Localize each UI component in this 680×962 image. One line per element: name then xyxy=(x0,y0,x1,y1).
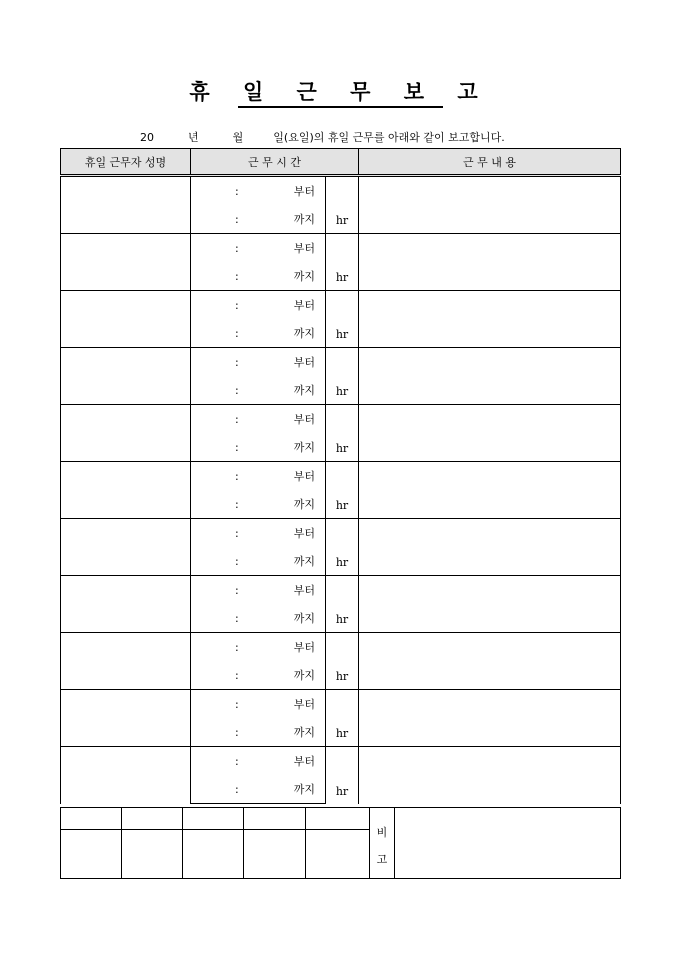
hours-cell[interactable]: hr xyxy=(326,462,359,519)
to-label: 까지 xyxy=(286,775,326,804)
table-row xyxy=(61,576,621,605)
footer-cell[interactable] xyxy=(61,808,122,830)
start-time-colon: : xyxy=(191,576,286,605)
from-label: 부터 xyxy=(286,690,326,719)
year-label: 년 xyxy=(188,131,199,144)
table-row xyxy=(61,405,621,434)
footer-cell[interactable] xyxy=(122,830,183,879)
worker-name-cell[interactable] xyxy=(61,633,191,690)
work-content-cell[interactable] xyxy=(359,519,621,576)
hours-cell[interactable]: hr xyxy=(326,747,359,804)
footer-cell[interactable] xyxy=(183,808,244,830)
work-content-cell[interactable] xyxy=(359,462,621,519)
end-time-colon: : xyxy=(191,376,286,405)
start-time-colon: : xyxy=(191,348,286,377)
footer-cell[interactable] xyxy=(306,830,370,879)
document-title: 휴 일 근 무 보 고 xyxy=(189,79,491,104)
to-label: 까지 xyxy=(286,433,326,462)
end-time-colon: : xyxy=(191,433,286,462)
from-label: 부터 xyxy=(286,176,326,206)
end-time-colon: : xyxy=(191,205,286,234)
footer-cell[interactable] xyxy=(61,830,122,879)
table-row xyxy=(61,291,621,320)
hours-cell[interactable]: hr xyxy=(326,234,359,291)
worker-name-cell[interactable] xyxy=(61,176,191,234)
statement-text: 일(요일)의 휴일 근무를 아래와 같이 보고합니다. xyxy=(273,131,505,144)
end-time-colon: : xyxy=(191,262,286,291)
from-label: 부터 xyxy=(286,519,326,548)
end-time-colon: : xyxy=(191,775,286,804)
footer-cell[interactable] xyxy=(244,830,306,879)
start-time-colon: : xyxy=(191,405,286,434)
table-row xyxy=(61,462,621,491)
end-time-colon: : xyxy=(191,319,286,348)
work-content-cell[interactable] xyxy=(359,234,621,291)
to-label: 까지 xyxy=(286,490,326,519)
start-time-colon: : xyxy=(191,291,286,320)
table-row xyxy=(61,519,621,548)
from-label: 부터 xyxy=(286,405,326,434)
table-header-row xyxy=(61,149,621,176)
hours-cell[interactable]: hr xyxy=(326,405,359,462)
to-label: 까지 xyxy=(286,718,326,747)
worker-name-cell[interactable] xyxy=(61,576,191,633)
start-time-colon: : xyxy=(191,633,286,662)
from-label: 부터 xyxy=(286,633,326,662)
footer-cell[interactable] xyxy=(306,808,370,830)
start-time-colon: : xyxy=(191,462,286,491)
to-label: 까지 xyxy=(286,262,326,291)
work-content-cell[interactable] xyxy=(359,576,621,633)
month-label: 월 xyxy=(232,131,244,144)
header-work-time: 근 무 시 간 xyxy=(191,149,359,176)
work-content-cell[interactable] xyxy=(359,747,621,804)
worker-name-cell[interactable] xyxy=(61,348,191,405)
table-row xyxy=(61,747,621,776)
work-content-cell[interactable] xyxy=(359,690,621,747)
end-time-colon: : xyxy=(191,490,286,519)
from-label: 부터 xyxy=(286,348,326,377)
title-underline xyxy=(238,106,443,108)
start-time-colon: : xyxy=(191,519,286,548)
to-label: 까지 xyxy=(286,604,326,633)
footer-cell[interactable] xyxy=(183,830,244,879)
to-label: 까지 xyxy=(286,205,326,234)
hours-cell[interactable]: hr xyxy=(326,176,359,234)
end-time-colon: : xyxy=(191,661,286,690)
end-time-colon: : xyxy=(191,718,286,747)
from-label: 부터 xyxy=(286,747,326,776)
to-label: 까지 xyxy=(286,661,326,690)
worker-name-cell[interactable] xyxy=(61,747,191,804)
table-row xyxy=(61,690,621,719)
header-work-content: 근 무 내 용 xyxy=(359,149,621,176)
report-statement xyxy=(140,129,505,145)
start-time-colon: : xyxy=(191,176,286,206)
work-content-cell[interactable] xyxy=(359,291,621,348)
footer-table xyxy=(60,807,621,879)
worker-name-cell[interactable] xyxy=(61,405,191,462)
header-worker-name: 휴일 근무자 성명 xyxy=(61,149,191,176)
start-time-colon: : xyxy=(191,690,286,719)
footer-cell[interactable] xyxy=(122,808,183,830)
overtime-table xyxy=(60,148,621,804)
worker-name-cell[interactable] xyxy=(61,519,191,576)
to-label: 까지 xyxy=(286,547,326,576)
footer-cell[interactable] xyxy=(244,808,306,830)
from-label: 부터 xyxy=(286,234,326,263)
table-row xyxy=(61,348,621,377)
work-content-cell[interactable] xyxy=(359,405,621,462)
from-label: 부터 xyxy=(286,291,326,320)
from-label: 부터 xyxy=(286,462,326,491)
work-content-cell[interactable] xyxy=(359,633,621,690)
worker-name-cell[interactable] xyxy=(61,690,191,747)
table-row xyxy=(61,633,621,662)
footer-row xyxy=(61,808,621,830)
year-prefix: 20 xyxy=(140,131,154,144)
hours-cell[interactable]: hr xyxy=(326,690,359,747)
to-label: 까지 xyxy=(286,319,326,348)
start-time-colon: : xyxy=(191,747,286,776)
work-content-cell[interactable] xyxy=(359,176,621,234)
table-row xyxy=(61,176,621,206)
to-label: 까지 xyxy=(286,376,326,405)
hours-cell[interactable]: hr xyxy=(326,348,359,405)
remarks-field[interactable] xyxy=(395,808,621,879)
from-label: 부터 xyxy=(286,576,326,605)
worker-name-cell[interactable] xyxy=(61,291,191,348)
end-time-colon: : xyxy=(191,547,286,576)
hours-cell[interactable]: hr xyxy=(326,519,359,576)
worker-name-cell[interactable] xyxy=(61,462,191,519)
start-time-colon: : xyxy=(191,234,286,263)
worker-name-cell[interactable] xyxy=(61,234,191,291)
end-time-colon: : xyxy=(191,604,286,633)
hours-cell[interactable]: hr xyxy=(326,291,359,348)
remarks-label: 비 고 xyxy=(370,808,395,879)
work-content-cell[interactable] xyxy=(359,348,621,405)
table-row xyxy=(61,234,621,263)
hours-cell[interactable]: hr xyxy=(326,633,359,690)
hours-cell[interactable]: hr xyxy=(326,576,359,633)
